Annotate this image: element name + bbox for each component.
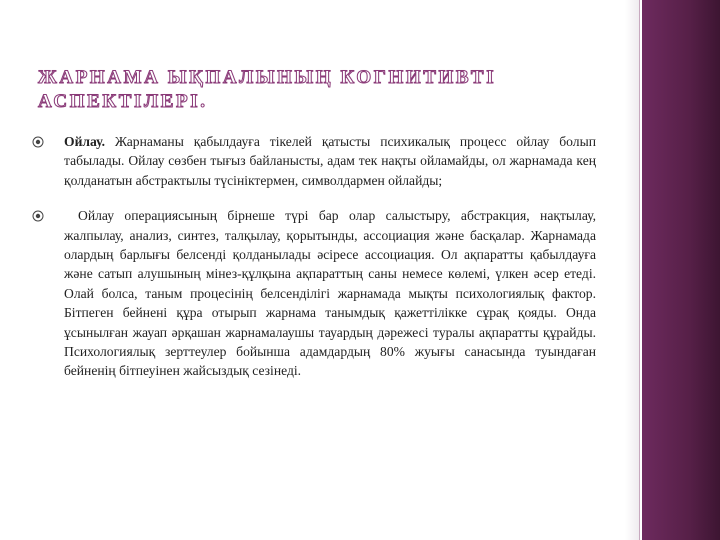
bullet-item [30,132,596,190]
circle-target-icon [32,210,44,222]
bullet-text: Жарнаманы қабылдауға тікелей қатысты психикалық процесс ойлау болып табылады. Ойлау сөзбен тығыз байланысты, адам тек нақты ойламайды, ол жарнамада кең қолданатын абстрактылы түсініктермен, символдармен ойлайды; [64,134,596,188]
slide-title: ЖАРНАМА ЫҚПАЛЫНЫҢ КОГНИТИВТІ АСПЕКТІЛЕРІ. [38,67,497,112]
side-divider-line [639,0,640,540]
bullet-text: Ойлау операциясының бірнеше түрі бар олар салыстыру, абстракция, нақтылау, жалпылау, анализ, синтез, талқылау, қорытынды, ассоциация және басқалар. Жарнамада олардың барлығы белсенді қолданылады әсіресе ассоциация. Ол ақпаратты қабылдауға және сатып алушының мінез-құлқына ақпараттың саны немесе көлемі, үлкен әсер етеді. Олай болса, таным процесінің белсенділігі жарнамада мықты психологиялық фактор. Бітпеген бейнені құра отырып жарнама танымдық қажеттілікке сұрақ қояды. Онда ұсынылған жауап әрқашан жарнамалаушы тауардың дәрежесі туралы ақпаратты құрайды. Психологиялық зерттеулер бойынша адамдардың 80% жуығы санасында туындаған бейненің бітпеуінен жайсыздық сезінеді. [64,208,596,379]
bullet-list [30,132,596,381]
bullet-term: Ойлау. [64,134,105,149]
decorative-side-bar [642,0,720,540]
circle-target-icon [32,136,44,148]
slide-shadow-edge [625,0,639,540]
bullet-indent [64,208,78,223]
bullet-item [30,206,596,381]
